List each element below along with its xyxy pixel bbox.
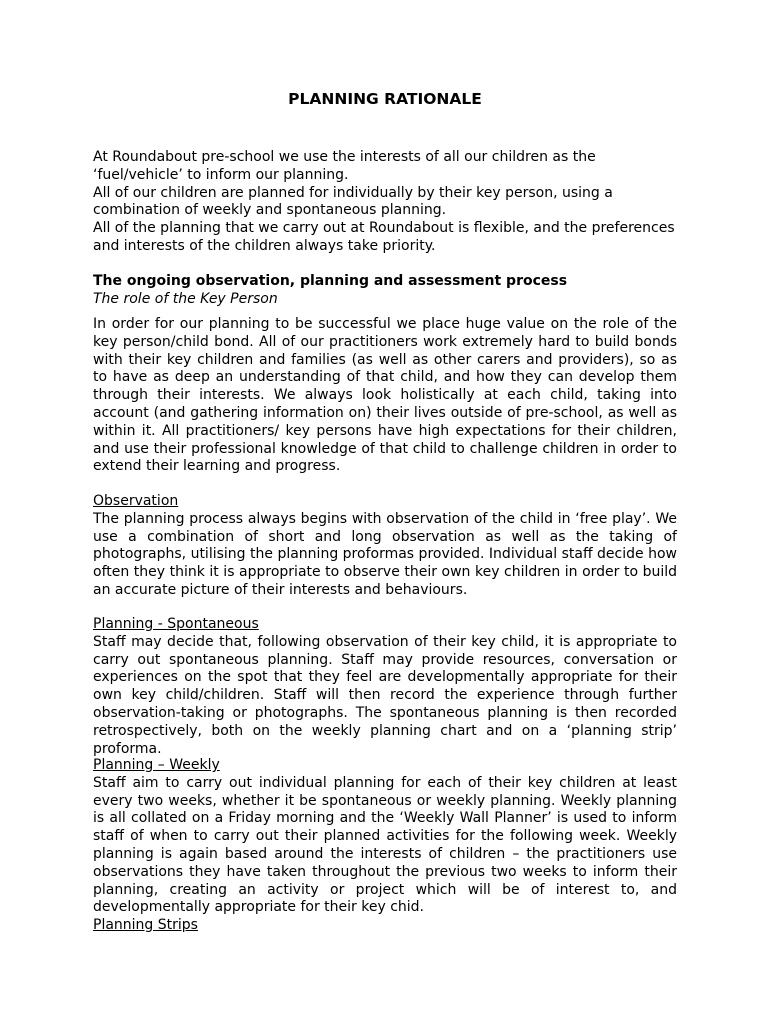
page-title: PLANNING RATIONALE bbox=[288, 90, 482, 108]
observation-title: Observation bbox=[93, 493, 179, 509]
observation-paragraph: The planning process always begins with observation of the child in ‘free play’. We use a combination of short and long observation as well as the taking of photographs, utilising the planning proformas provided. Individual staff decide how often they think it is appropriate to observe their own key children in order to build an accurate picture of their interests and behaviours. bbox=[93, 510, 677, 598]
intro-section bbox=[93, 149, 677, 256]
process-section bbox=[93, 273, 677, 309]
key-person-paragraph: In order for our planning to be successful we place huge value on the role of the key person/child bond. All of our practitioners work extremely hard to build bonds with their key children and families (as well as other carers and providers), so as to have as deep an understanding of that child, and how they can develop them through their interests. We always look holistically at each child, taking into account (and gathering information on) their lives outside of pre-school, as well as within it. All practitioners/ key persons have high expectations for their children, and use their professional knowledge of that child to challenge children in order to extend their learning and progress. bbox=[93, 316, 677, 475]
section-heading: The ongoing observation, planning and assessment process bbox=[93, 273, 568, 289]
spontaneous-section bbox=[93, 616, 677, 758]
spontaneous-title: Planning - Spontaneous bbox=[93, 616, 259, 632]
planning-strips-title: Planning Strips bbox=[93, 917, 198, 934]
weekly-section bbox=[93, 757, 677, 935]
intro-paragraph: All of our children are planned for individually by their key person, using a combination of weekly and spontaneous planning. bbox=[93, 184, 613, 219]
intro-paragraph: All of the planning that we carry out at Roundabout is flexible, and the preferences and interests of the children always take priority. bbox=[93, 220, 675, 254]
weekly-title: Planning – Weekly bbox=[93, 757, 220, 773]
key-person-section bbox=[93, 316, 677, 476]
weekly-paragraph: Staff aim to carry out individual planning for each of their key children at least every two weeks, whether it be spontaneous or weekly planning. Weekly planning is all collated on a Friday morning and the ‘Weekly Wall Planner’ is used to inform staff of when to carry out their planned activities for the following week. Weekly planning is again based around the interests of children – the practitioners use observations they have taken throughout the previous two weeks to inform their planning, creating an activity or project which will be of interest to, and developmentally appropriate for their key chid. bbox=[93, 774, 677, 916]
observation-section bbox=[93, 493, 677, 600]
spontaneous-paragraph: Staff may decide that, following observation of their key child, it is appropriate to carry out spontaneous planning. Staff may provide resources, conversation or experiences on the spot that they feel are developmentally appropriate for their own key child/children. Staff will then record the experience through further observation-taking or photographs. The spontaneous planning is then recorded retrospectively, both on the weekly planning chart and on a ‘planning strip’ proforma. bbox=[93, 633, 677, 757]
intro-paragraph: At Roundabout pre-school we use the interests of all our children as the ‘fuel/vehicle’ to inform our planning. bbox=[93, 149, 596, 183]
section-subheading: The role of the Key Person bbox=[93, 290, 278, 307]
